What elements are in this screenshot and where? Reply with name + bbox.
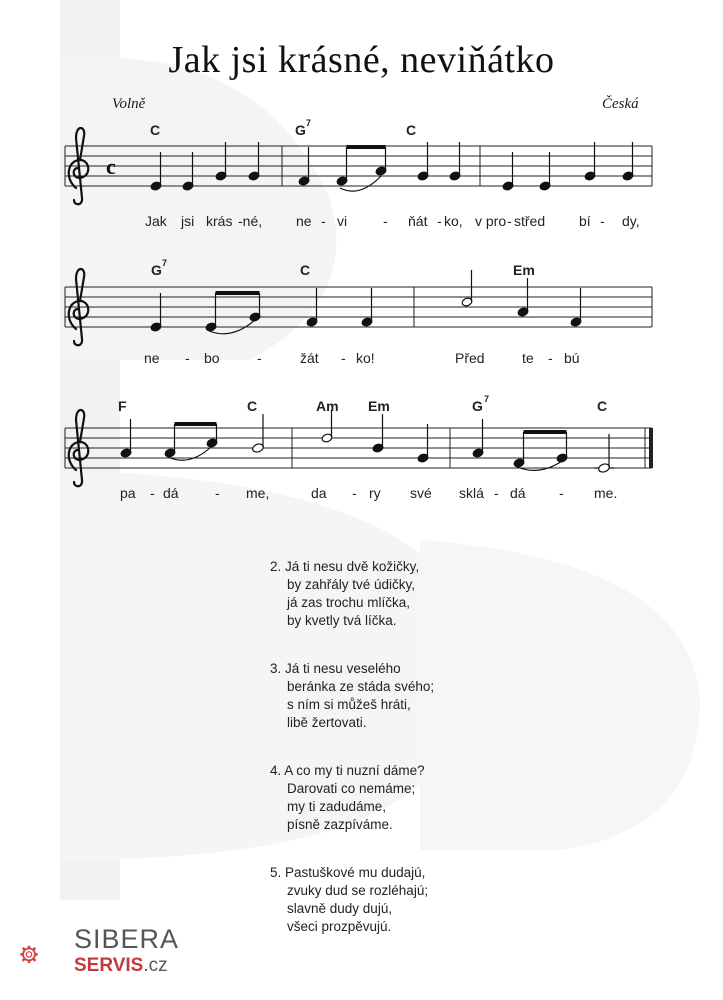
staff-3 — [65, 394, 652, 501]
verse-line: my ti zadudáme, — [287, 799, 387, 814]
verse-line — [270, 864, 434, 882]
verse-3 — [270, 660, 434, 732]
chord-label: Em — [368, 398, 390, 414]
lyric-syllable: - — [437, 213, 442, 229]
lyric-syllable: vi — [337, 213, 348, 229]
verse-4 — [270, 762, 434, 834]
verse-2 — [270, 558, 434, 630]
verse-line: by kvetly tvá líčka. — [287, 613, 397, 628]
lyric-syllable: - — [215, 485, 220, 501]
lyric-syllable: - — [150, 485, 155, 501]
lyric-syllable: Jak — [145, 213, 167, 229]
chord-label: F — [118, 398, 127, 414]
verse-line: libě žertovati. — [287, 715, 367, 730]
lyric-syllable: dy, — [622, 213, 640, 229]
lyric-syllable: ne — [296, 213, 312, 229]
verse-line: všeci prozpěvujú. — [287, 919, 392, 934]
logo-domain-name: SERVIS — [74, 955, 144, 976]
lyric-syllable: bí — [579, 213, 591, 229]
lyric-syllable: -né, — [238, 213, 263, 229]
lyric-syllable: střed — [514, 213, 546, 229]
song-origin: Česká — [602, 96, 639, 112]
common-time-icon: c — [106, 154, 116, 179]
chord-superscript: 7 — [484, 394, 490, 404]
lyric-syllable: ko, — [444, 213, 463, 229]
logo-domain — [74, 955, 168, 977]
verse-number: 4. — [270, 763, 282, 778]
chord-label: C — [597, 398, 608, 414]
lyric-syllable: dá — [510, 485, 526, 501]
verse-line: Darovati co nemáme; — [287, 781, 416, 796]
staff-1-notes — [150, 142, 634, 191]
chord-label: C — [247, 398, 258, 414]
verse-text: Já ti nesu dvě kožičky, — [285, 559, 420, 574]
chord-label: G — [472, 398, 483, 414]
lyric-syllable: - — [507, 213, 512, 229]
chord-label: C — [406, 122, 417, 138]
lyric-syllable: sklá — [459, 485, 484, 501]
sibera-gear-icon — [20, 925, 80, 985]
verse-number: 3. — [270, 661, 282, 676]
lyric-syllable: - — [257, 350, 262, 366]
chord-label: Em — [513, 262, 535, 278]
verse-line — [270, 558, 434, 576]
lyric-syllable: krás — [206, 213, 233, 229]
lyric-syllable: v pro — [475, 213, 507, 229]
lyric-syllable: své — [410, 485, 432, 501]
lyric-syllable: Před — [455, 350, 485, 366]
tempo-marking: Volně — [112, 96, 146, 112]
lyric-syllable: - — [600, 213, 605, 229]
chord-label: G — [151, 262, 162, 278]
verse-line: by zahřály tvé údičky, — [287, 577, 416, 592]
verse-line: písně zazpíváme. — [287, 817, 393, 832]
chord-label: C — [300, 262, 311, 278]
verse-line: beránka ze stáda svého; — [287, 679, 435, 694]
lyric-syllable: ko! — [356, 350, 375, 366]
verse-number: 5. — [270, 865, 282, 880]
lyric-syllable: dá — [163, 485, 179, 501]
lyric-syllable: da — [311, 485, 327, 501]
lyric-syllable: me. — [594, 485, 618, 501]
chord-label: G — [295, 122, 306, 138]
lyric-syllable: bo — [204, 350, 220, 366]
verse-line — [270, 762, 434, 780]
lyric-syllable: bú — [564, 350, 580, 366]
verse-number: 2. — [270, 559, 282, 574]
lyric-syllable: - — [548, 350, 553, 366]
chord-superscript: 7 — [162, 258, 168, 268]
staff-1 — [65, 118, 652, 229]
verse-line: já zas trochu mlíčka, — [287, 595, 411, 610]
verse-5 — [270, 864, 434, 936]
verse-text: Já ti nesu veselého — [285, 661, 401, 676]
staff-2 — [65, 258, 652, 366]
lyric-syllable: žát — [300, 350, 319, 366]
staff-2-notes — [150, 270, 582, 332]
lyric-syllable: ňát — [408, 213, 428, 229]
lyric-syllable: pa — [120, 485, 136, 501]
lyric-syllable: - — [352, 485, 357, 501]
song-title: Jak jsi krásné, neviňátko — [168, 39, 555, 81]
lyric-syllable: - — [341, 350, 346, 366]
chord-label: C — [150, 122, 161, 138]
verses — [270, 558, 434, 966]
verse-line: slavně dudy dujú, — [287, 901, 393, 916]
verse-line — [270, 660, 434, 678]
lyric-syllable: - — [185, 350, 190, 366]
logo-name: SIBERA — [74, 924, 180, 954]
staff-3-notes — [120, 410, 614, 473]
lyric-syllable: - — [494, 485, 499, 501]
chord-superscript: 7 — [306, 118, 312, 128]
lyric-syllable: ry — [369, 485, 381, 501]
logo-domain-tld: .cz — [143, 955, 168, 976]
lyric-syllable: jsi — [181, 213, 195, 229]
lyric-syllable: - — [383, 213, 388, 229]
lyric-syllable: me, — [246, 485, 270, 501]
verse-text: A co my ti nuzní dáme? — [284, 763, 425, 778]
lyric-syllable: - — [321, 213, 326, 229]
verse-text: Pastuškové mu dudajú, — [285, 865, 426, 880]
lyric-syllable: te — [522, 350, 534, 366]
verse-line: s ním si můžeš hráti, — [287, 697, 411, 712]
chord-label: Am — [316, 398, 339, 414]
verse-line: zvuky dud se rozléhajú; — [287, 883, 429, 898]
lyric-syllable: - — [559, 485, 564, 501]
lyric-syllable: ne — [144, 350, 160, 366]
